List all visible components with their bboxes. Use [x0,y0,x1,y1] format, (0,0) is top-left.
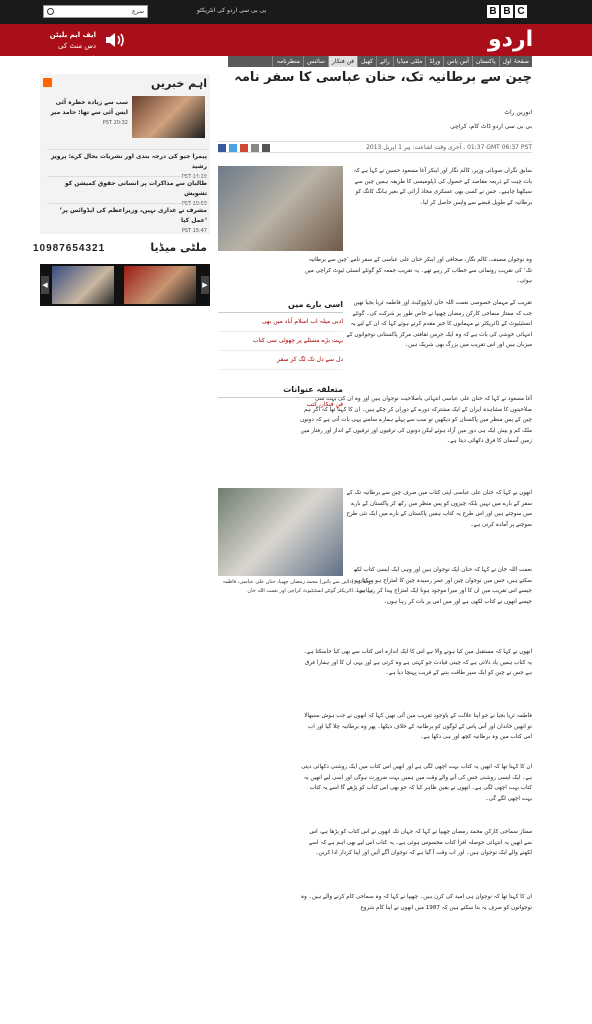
story-time: PST 20:32 [102,120,128,126]
multimedia-pager[interactable]: 10987654321 [33,243,106,254]
author-name: انوربن راٹ [504,109,532,116]
nav-scenario[interactable]: منظرنامہ [272,56,302,67]
launch-event-photo [218,488,343,576]
nav-world[interactable]: ورلڈ [425,56,443,67]
paragraph-5: انھوں نے کہا کہ حنان علی عباسی اپنی کتاب میں صرف چین سے برطانیہ تک کے سفر کے بارے میں نہیں بلکہ چیزوں کو پس منظر میں رکھ کر پاکستان کے بارے میں سوچتے ہیں اور اس طرح یہ کتاب ہمیں پاکستان کے بارے میں ایک نئی طرح سوچنے پر آمادہ کرتی ہے۔ [346,490,532,528]
byline [450,106,532,134]
paragraph-9: ان کا کہنا تھا کہ انھیں یہ کتاب بہت اچھی لگی ہے اور انھیں اس کتاب میں ایک روشنی دکھائی دیتی ہے۔ ایک ایسی روشنی جس کی آنے والے وقت میں ہمیں بہت ضرورت ہوگی اور اسی لیے انھیں یہ کتاب بہت اچھی لگی ہے۔ انھوں نے یقین ظاہر کیا کہ جو بھی اس کتاب کو پڑھے گا اسے یہ کتاب بہت اچھی لگے گی۔ [301,764,532,802]
nav-aas-paas[interactable]: آس پاس [443,56,472,67]
rss-icon[interactable] [43,78,52,87]
radio-line-1: ایف ایم بلیٹن [49,31,96,39]
nav-multimedia[interactable]: ملٹی میڈیا [393,56,426,67]
story-time: PST 14:19 [181,174,207,180]
top-stories-heading: اہم خبریں [151,77,207,90]
related-heading: اسی بارے میں [218,300,343,313]
headline-thumbnail[interactable] [132,96,205,138]
photo-caption: رونمائی، (دائیں سے بائیں) محمد رمضان چھیپا، حنان علی عباسی، فاطمہ ثریا بجیا، ڈائریکٹر گوئٹے انسٹیٹیوٹ کراچی اور نعمت اللہ خان [222,579,373,594]
story-time: PST 19:59 [181,201,207,207]
multimedia-heading: ملٹی میڈیا [150,241,207,254]
nav-pakistan[interactable]: پاکستان [472,56,499,67]
carousel-prev-arrow[interactable]: ◀ [41,276,49,294]
main-nav [228,56,532,67]
nav-science[interactable]: سائنس [303,56,328,67]
topic-links[interactable]: فن فنکار، کتب [306,401,343,408]
urdu-logo[interactable]: اردو [488,27,534,52]
top-link[interactable]: بی بی سی اردو کی انٹریکٹو [197,7,267,14]
story-item[interactable]: ’مشرف نے غداری نہیں، وزیراعظم کی ایڈوائس پر عمل کیا‘ PST 15:47 [47,203,207,236]
video-thumbnail[interactable] [124,266,196,304]
paragraph-10: ممتاز سماجی کارکن محمد رمضان چھیپا نے کہا کہ جہاں تک انھوں نے اس کتاب کو پڑھا ہے، اس سے انھیں یہ انتہائی حوصلہ افزا کتاب محسوس ہوئی ہے۔ یہ کتاب اس لیے بھی اہم ہے کہ اسے لکھنے والے ایک نوجوان ہیں۔ اور اب وقت آ گیا ہے کہ نوجوان آگے آئیں اور اپنا کردار ادا کریں۔ [309,829,532,856]
topics-heading: متعلقہ عنوانات [218,385,343,398]
twitter-icon[interactable] [229,144,237,152]
article-title: چین سے برطانیہ تک، حنان عباسی کا سفر نامہ [234,70,532,85]
paragraph-6: نعمت اللہ خان نے کہا کہ حنان ایک نوجوان ہیں اور وہی ایک ایسی کتاب لکھ سکتے ہیں، جس میں نوجوان چین اور عمر رسیدہ چین کا امتزاج ہو سکتا ہو۔ جیسے اس تقریب میں ان کا اور میرا موجود ہونا ایک امتزاج پیدا کر رہا ہے۔ جیسے انھوں نے کتاب لکھی ہے اور میں اس پر بات کر رہا ہوں۔ [350,567,532,605]
paragraph-7: انھوں نے کہا کہ مستقبل میں کیا ہونے والا ہے اس کا ایک اندازہ اس کتاب سے بھی کیا جاسکتا ہے۔ یہ کتاب ہمیں یاد دلاتی ہے کہ چینی قیادت جو کہتی ہے وہ کرتی ہے اور یہی ان کا اور ہمارا فرق ہے جس نے چین کو ایک سپر طاقت بننے کے قریب پہنچا دیا ہے۔ [303,649,532,676]
paragraph-1: سابق نگراں صوبائی وزیر، کالم نگار اور اینکر آغا مسعود حسین نے کہا ہے کہ بات چیت کے ذریعہ مقاصد کے حصول کی ڈپلومیسی کا طریقہ ہمیں چین سے سیکھنا چاہیے۔ جس نے کسی بھی عسکری محاذ آرائی کے بغیر ہانگ کانگ کو برطانیہ کے طویل قبضے سے واپس حاصل کر لیا۔ [353,168,532,206]
paragraph-2: وہ نوجوان مصنف، کالم نگار، صحافی اور اینکر حنان علی عباسی کے سفر نامے ’چین سے برطانیہ تک‘ کی تقریب رونمائی سے خطاب کر رہے تھے۔ یہ تقریب جمعہ کو گوئٹے انسٹی ٹیوٹ کراچی میں ہوئی۔ [304,257,532,284]
story-item[interactable]: پیمرا جیو کی درجہ بندی اور نشریات بحال کرے: پرویز رشید PST 14:19 [47,149,207,182]
facebook-icon[interactable] [218,144,226,152]
radio-bulletin[interactable] [40,30,96,63]
paragraph-4: آغا مسعود نے کہا کہ حنان علی عباسی انتہائی باصلاحیت نوجوان ہیں اور وہ ان کی بہت سی صلاحیتوں کا مشاہدہ ایران کے ایک مشترکہ دورے کے دوران کر چکے ہیں۔ ان کا کہنا تھا کہ اگر ہم چین کے پس منظر میں پاکستان کو دیکھیں تو سب سے پہلے ہمارے سامنے یہی بات آتی ہے کہ دونوں ملک کم و بیش ایک ہی دور میں آزاد ہوئے لیکن دونوں کی ترقیوں اور ترقیوں کے انداز اور رفتار میں زمین آسمان کا فرق دکھائی دیتا ہے۔ [300,396,532,444]
related-link[interactable]: بہت بڑے مسئلے پر چھوٹی سی کتاب [218,332,343,351]
headline-story[interactable]: سب سے زیادہ خطرہ آئی ایس آئی سے تھا: حامد میر PST 20:32 [42,98,128,128]
paragraph-3: تقریب کے مہمان خصوصی نعمت اللہ خان ایڈووکیٹ اور فاطمہ ثریا بجیا تھیں جب کہ ممتاز سماجی کارکن رمضان چھیپا نے خاص طور پر شرکت کی۔ گوئٹے انسٹیٹیوٹ کے ڈائریکٹر نے مہمانوں کا خیر مقدم کرتے ہوئے کہا کہ ان کے لیے یہ انتہائی خوشی کی بات ہے کہ وہ ایک جرمن ثقافتی مرکز پاکستانی نوجوانوں کے میزبان ہیں اور اس تقریب میں بزرگ بھی شریک ہیں۔ [346,300,532,348]
bbc-logo[interactable]: B B C [487,5,527,18]
email-icon[interactable] [251,144,259,152]
nav-arts[interactable]: فن فنکار [328,56,357,67]
google-plus-icon[interactable] [240,144,248,152]
nav-sports[interactable]: کھیل [357,56,376,67]
story-time: PST 15:47 [181,228,207,234]
print-icon[interactable] [262,144,270,152]
nav-opinion[interactable]: رائے [376,56,393,67]
paragraph-11: ان کا کہنا تھا کہ نوجوان ہی امید کی کرن ہیں۔ چھیپا نے کہا کہ وہ سماجی کام کرنے والے ہیں۔ وہ نوجوانوں کو صرف یہ بتا سکتے ہیں کہ 1987 میں انھوں نے اپنا کام شروع [300,894,532,911]
search-icon[interactable] [47,8,54,15]
carousel-next-arrow[interactable]: ▶ [201,276,209,294]
related-topics [218,385,343,412]
related-link[interactable]: دل سے دل تک لگ کر سفر [218,351,343,370]
book-cover-photo [218,166,343,251]
dateline [218,141,532,153]
search-placeholder: سرچ [131,8,144,15]
share-toolbar [218,144,270,152]
paragraph-8: فاطمہ ثریا بجیا نے جو اپنا علالت کے باوجود تقریب میں آئی تھیں کہا کہ انھوں نے جب ہوش سنبھالا تو انھیں خاندان اور آس پاس کے لوگوں کو برطانیہ کے خلاف دیکھا۔ پھر وہ برطانیہ چلا گیا اور اب اس کتاب میں وہ برطانیہ کچھ اور ہی دکھا ہے۔ [304,713,532,740]
publish-date: آخری وقت اشاعت: پير 1 اپريل 2013 ,‭ 01:37 GMT 06:37 PST [366,144,532,151]
related-links [218,300,343,370]
radio-line-2: دس منٹ کی خبریں [57,42,96,61]
video-thumbnail[interactable] [52,266,114,304]
related-link[interactable]: ادبی میلہ اب اسلام آباد میں بھی [218,313,343,332]
author-location: بی بی سی اردو ڈاٹ کام، کراچی [450,123,532,130]
speaker-icon[interactable] [104,31,126,49]
search-input[interactable] [43,5,148,18]
nav-home[interactable]: صفحۂ اول [499,56,532,67]
top-stories-sidebar [40,74,210,234]
story-item[interactable]: طالبان سے مذاکرات پر انسانی حقوق کمیشن کو تشویش PST 19:59 [47,176,207,209]
multimedia-carousel [40,264,210,306]
